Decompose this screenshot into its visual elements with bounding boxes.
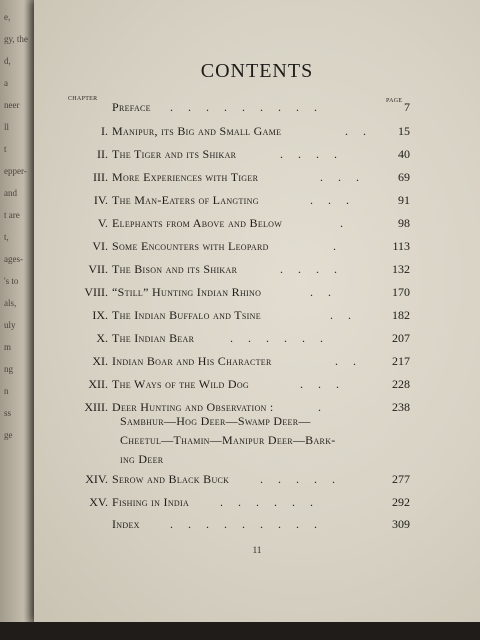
chapter-title: Manipur, its Big and Small Game bbox=[112, 124, 282, 138]
dot-leader: . . . . bbox=[280, 262, 343, 276]
page-label: PAGE bbox=[386, 98, 403, 104]
page-number: 309 bbox=[392, 517, 410, 531]
left-page-text-fragment: ss bbox=[4, 408, 12, 418]
left-page-text-fragment: 's to bbox=[4, 276, 19, 286]
chapter-title: Fishing in India bbox=[112, 495, 190, 509]
chapter-subtopics: ing Deer bbox=[120, 452, 164, 466]
page-number: 207 bbox=[392, 331, 410, 345]
page-number: 170 bbox=[392, 285, 410, 299]
dot-leader: . . . . . . . . . bbox=[170, 517, 323, 531]
chapter-subtopics: Cheetul—Thamin—Manipur Deer—Bark- bbox=[120, 433, 336, 447]
chapter-title: The Bison and its Shikar bbox=[112, 262, 238, 276]
chapter-number: VI. bbox=[92, 239, 108, 253]
page-number: 182 bbox=[392, 308, 410, 322]
page-number: 228 bbox=[392, 377, 410, 391]
chapter-title: The Indian Bear bbox=[112, 331, 195, 345]
toc-entry bbox=[0, 170, 480, 190]
chapter-number: X. bbox=[96, 331, 108, 345]
dot-leader: . bbox=[333, 239, 342, 253]
dot-leader: . bbox=[340, 216, 349, 230]
left-page-text-fragment: gy, the bbox=[4, 34, 28, 44]
chapter-number: V. bbox=[97, 216, 108, 230]
page-number: 98 bbox=[398, 216, 410, 230]
chapter-number: VII. bbox=[88, 262, 108, 276]
dot-leader: . . bbox=[345, 124, 372, 138]
toc-entry bbox=[0, 377, 480, 397]
dot-leader: . . . bbox=[300, 377, 345, 391]
chapter-number: II. bbox=[97, 147, 108, 161]
dot-leader: . . . . . . bbox=[220, 495, 319, 509]
left-page-text-fragment: d, bbox=[4, 56, 11, 66]
toc-entry bbox=[0, 262, 480, 282]
toc-entry bbox=[0, 285, 480, 305]
dot-leader: . . bbox=[330, 308, 357, 322]
toc-entry bbox=[0, 147, 480, 167]
left-page-text-fragment: t bbox=[4, 144, 7, 154]
chapter-number: IX. bbox=[92, 308, 108, 322]
left-page-text-fragment: ng bbox=[4, 364, 13, 374]
chapter-title: Index bbox=[112, 517, 140, 531]
chapter-number: VIII. bbox=[84, 285, 108, 299]
page-number: 132 bbox=[392, 262, 410, 276]
chapter-title: The Tiger and its Shikar bbox=[112, 147, 237, 161]
toc-entry bbox=[0, 517, 480, 537]
dot-leader: . . . bbox=[310, 193, 355, 207]
page-number: 238 bbox=[392, 400, 410, 414]
dot-leader: . bbox=[318, 400, 327, 414]
page-number: 69 bbox=[398, 170, 410, 184]
page-number: 277 bbox=[392, 472, 410, 486]
left-page-text-fragment: neer bbox=[4, 100, 20, 110]
chapter-title: The Indian Buffalo and Tsine bbox=[112, 308, 261, 322]
left-page-text-fragment: and bbox=[4, 188, 17, 198]
chapter-number: III. bbox=[93, 170, 108, 184]
chapter-number: XII. bbox=[88, 377, 108, 391]
left-page-text-fragment: t, bbox=[4, 232, 9, 242]
chapter-number: I. bbox=[101, 124, 108, 138]
toc-entry bbox=[0, 193, 480, 213]
dot-leader: . . . . . bbox=[260, 472, 341, 486]
chapter-number: XV. bbox=[89, 495, 108, 509]
page-number: 113 bbox=[392, 239, 410, 253]
left-page-text-fragment: a bbox=[4, 78, 8, 88]
dot-leader: . . . . . . . . . bbox=[170, 100, 323, 114]
chapter-number: IV. bbox=[93, 193, 108, 207]
toc-entry bbox=[0, 495, 480, 515]
folio-number: 11 bbox=[252, 545, 262, 555]
left-page-text-fragment: epper- bbox=[4, 166, 27, 176]
chapter-title: “Still” Hunting Indian Rhino bbox=[112, 285, 262, 299]
chapter-title: Preface bbox=[112, 100, 151, 114]
chapter-title: More Experiences with Tiger bbox=[112, 170, 259, 184]
chapter-number: XIII. bbox=[84, 400, 108, 414]
toc-entry bbox=[0, 239, 480, 259]
toc-entry bbox=[0, 472, 480, 492]
chapter-title: Serow and Black Buck bbox=[112, 472, 230, 486]
left-page-text-fragment: ll bbox=[4, 122, 10, 132]
page-number: 7 bbox=[404, 100, 410, 114]
background-shadow bbox=[0, 622, 480, 640]
page-number: 40 bbox=[398, 147, 410, 161]
toc-entry bbox=[0, 124, 480, 144]
left-page-text-fragment: t are bbox=[4, 210, 20, 220]
dot-leader: . . . . bbox=[280, 147, 343, 161]
left-page-text-fragment: e, bbox=[4, 12, 11, 22]
chapter-subtopics: Sambhur—Hog Deer—Swamp Deer— bbox=[120, 414, 311, 428]
left-page-text-fragment: ages- bbox=[4, 254, 23, 264]
chapter-title: Elephants from Above and Below bbox=[112, 216, 283, 230]
chapter-title: The Ways of the Wild Dog bbox=[112, 377, 250, 391]
left-page-text-fragment: m bbox=[4, 342, 12, 352]
dot-leader: . . . bbox=[320, 170, 365, 184]
chapter-title: Some Encounters with Leopard bbox=[112, 239, 269, 253]
page-number: 292 bbox=[392, 495, 410, 509]
dot-leader: . . . . . . bbox=[230, 331, 329, 345]
toc-entry bbox=[0, 100, 480, 120]
dot-leader: . . bbox=[310, 285, 337, 299]
dot-leader: . . bbox=[335, 354, 362, 368]
left-page-text-fragment: n bbox=[4, 386, 9, 396]
page-title: CONTENTS bbox=[200, 60, 314, 82]
toc-entry bbox=[0, 308, 480, 328]
page-number: 91 bbox=[398, 193, 410, 207]
left-page-text-fragment: uly bbox=[4, 320, 16, 330]
left-page-text-fragment: als, bbox=[4, 298, 17, 308]
toc-entry bbox=[0, 216, 480, 236]
page-number: 217 bbox=[392, 354, 410, 368]
toc-entry bbox=[0, 331, 480, 351]
page-number: 15 bbox=[398, 124, 410, 138]
chapter-number: XI. bbox=[92, 354, 108, 368]
chapter-title: The Man-Eaters of Langting bbox=[112, 193, 259, 207]
chapter-label: CHAPTER bbox=[68, 96, 98, 102]
chapter-title: Deer Hunting and Observation : bbox=[112, 400, 274, 414]
toc-entry bbox=[0, 354, 480, 374]
left-page-text-fragment: ge bbox=[4, 430, 13, 440]
chapter-title: Indian Boar and His Character bbox=[112, 354, 272, 368]
chapter-number: XIV. bbox=[85, 472, 108, 486]
